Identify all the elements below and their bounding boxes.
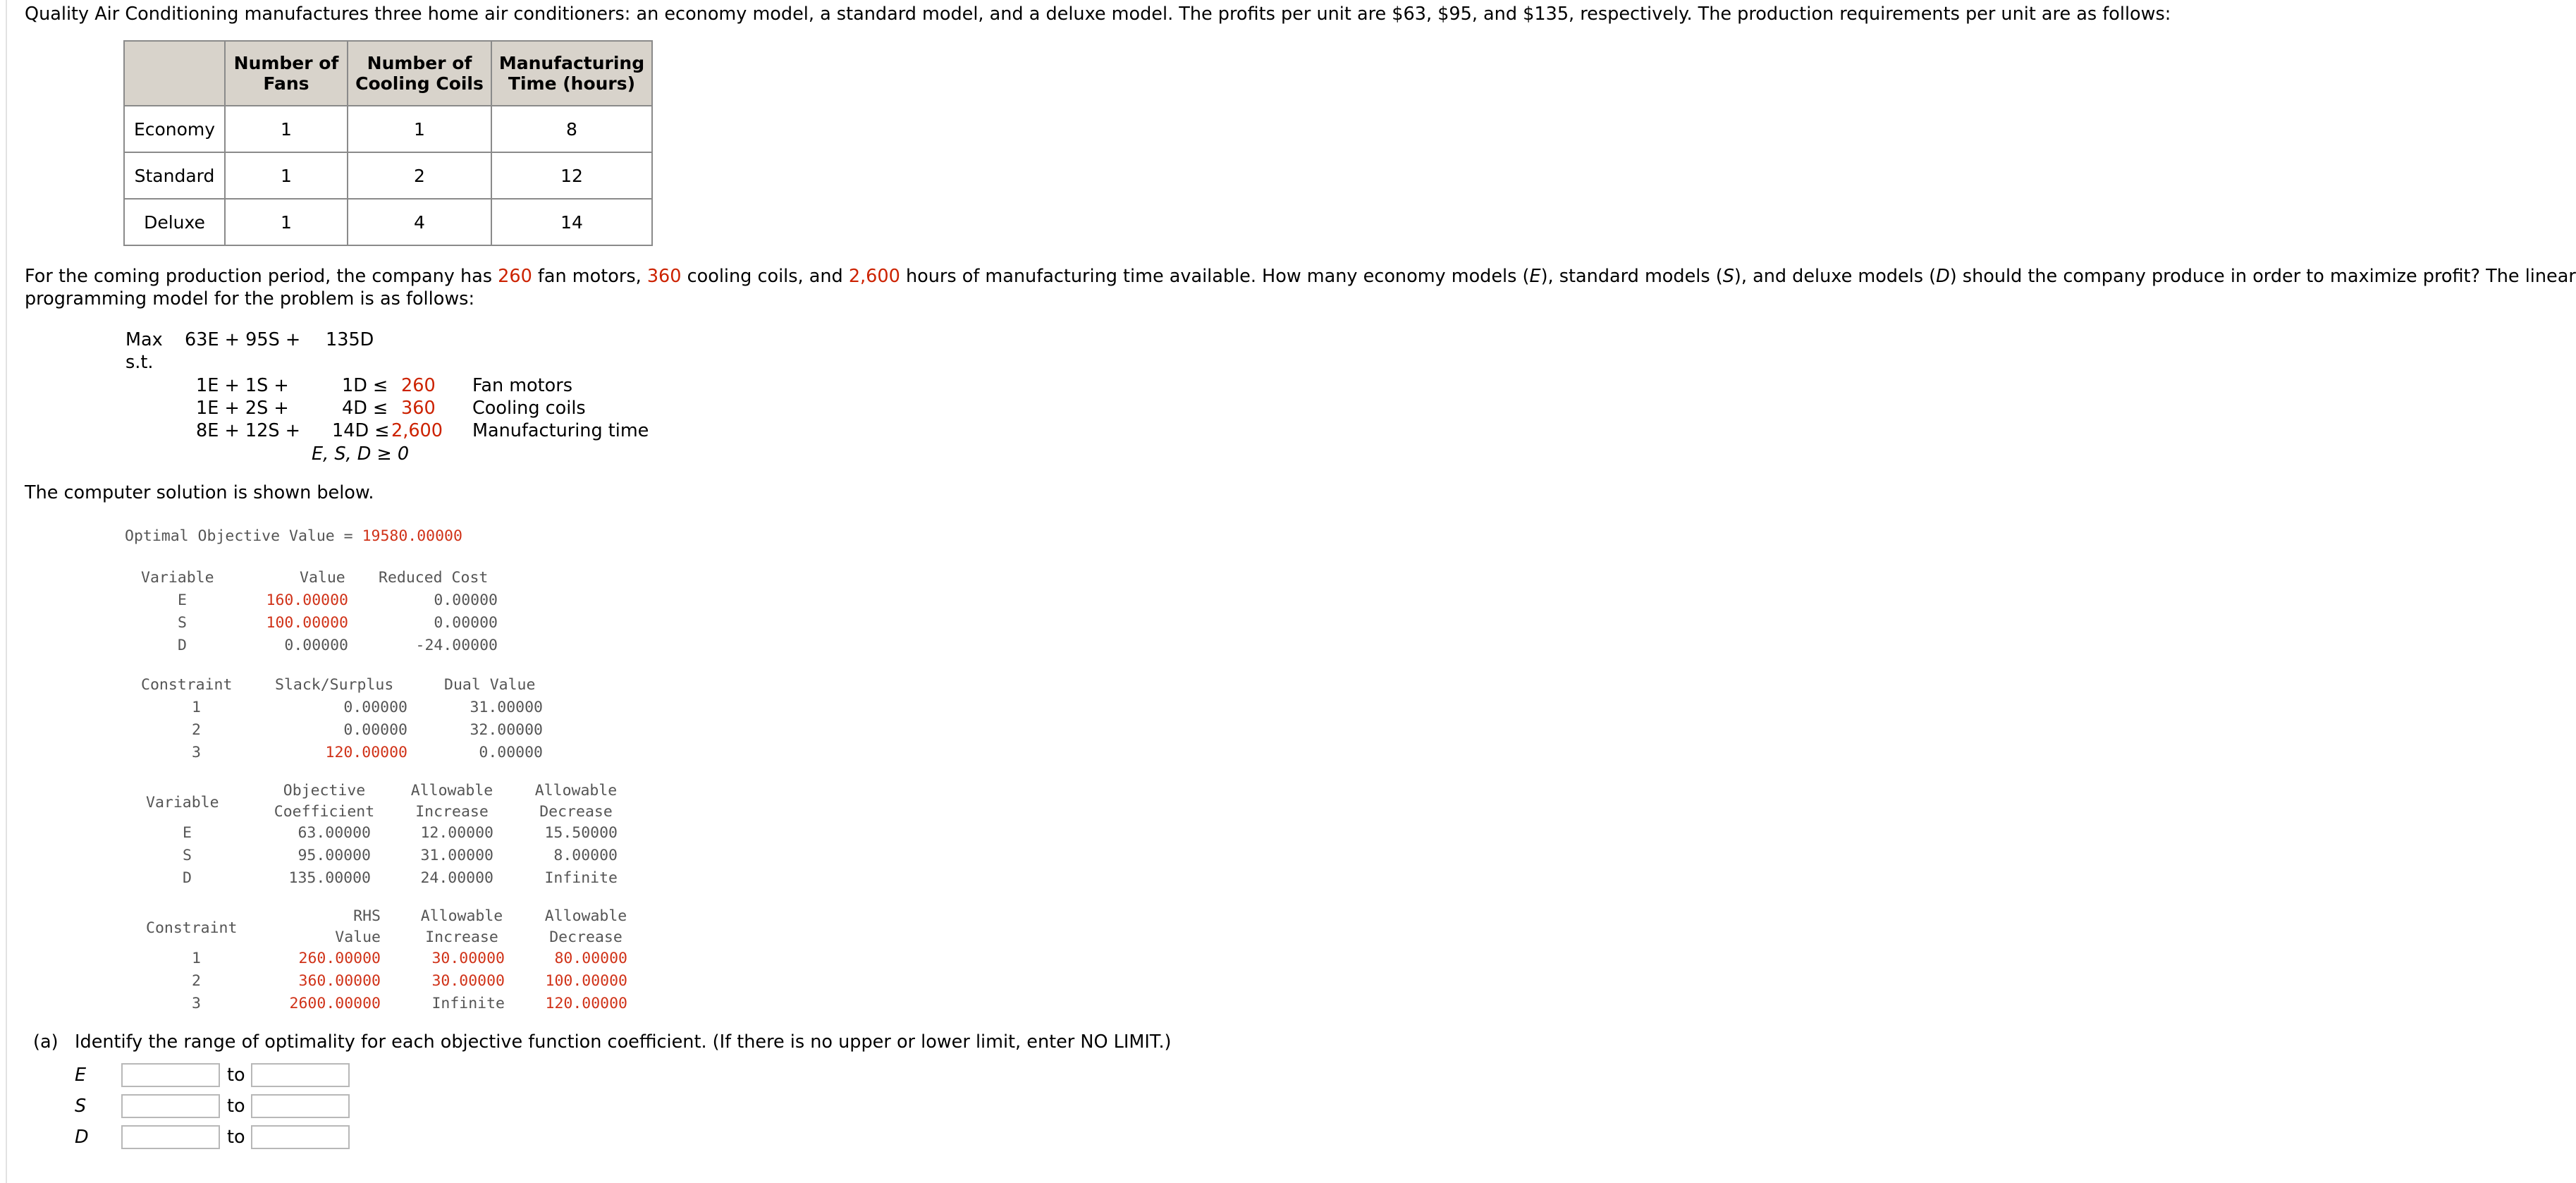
rhs-value: 360.00000 <box>298 972 381 990</box>
corner-cell <box>124 41 225 106</box>
cell: 8 <box>491 106 652 152</box>
st-label: s.t. <box>125 352 154 373</box>
cell: 1 <box>225 152 348 199</box>
answer-var-label: E <box>75 1065 87 1086</box>
cell: 1 <box>348 106 491 152</box>
rhs-header-dec: Allowable Decrease <box>544 907 627 946</box>
con-name: 2 <box>192 721 201 739</box>
constraint-rhs: 360 <box>401 398 436 419</box>
to-label: to <box>227 1065 245 1086</box>
to-label: to <box>227 1096 245 1117</box>
rhs-dec: 100.00000 <box>545 972 627 990</box>
cell: 2 <box>348 152 491 199</box>
optimal-objective: Optimal Objective Value = 19580.00000 <box>125 527 462 545</box>
rhs-value: 2600.00000 <box>289 995 381 1012</box>
constraint-lhs: 1E + 1S + <box>196 375 289 396</box>
requirements-table <box>123 40 653 246</box>
rhs-header-inc: Allowable Increase <box>420 907 503 946</box>
obj-inc: 31.00000 <box>420 847 493 864</box>
con-slack: 0.00000 <box>343 699 407 716</box>
question-a-text: Identify the range of optimality for each objective function coefficient. (If there is no upper or lower limit, enter NO LIMIT.) <box>75 1031 1172 1053</box>
con-dual: 0.00000 <box>479 744 543 761</box>
con-name: 3 <box>192 744 201 761</box>
var-value: 160.00000 <box>266 592 348 609</box>
constraint-term: 14D ≤ <box>332 420 390 441</box>
rhs-value: 260.00000 <box>298 950 381 967</box>
var-header-variable: Variable <box>141 569 214 587</box>
con-header-dual: Dual Value <box>444 676 536 694</box>
con-dual: 32.00000 <box>470 721 543 739</box>
row-label: Economy <box>124 106 225 152</box>
cell: 1 <box>225 106 348 152</box>
rhs-con: 2 <box>192 972 201 990</box>
table-row <box>124 199 652 245</box>
rhs-dec: 120.00000 <box>545 995 627 1012</box>
solution-intro: The computer solution is shown below. <box>25 482 374 503</box>
d-upper-input[interactable] <box>251 1125 350 1149</box>
intro-text: Quality Air Conditioning manufactures three home air conditioners: an economy model, a standard model, and a deluxe model. The profits per unit are $63, $95, and $135, respectively. The production requirements per unit are as follows: <box>25 4 2171 25</box>
obj-coef: 135.00000 <box>288 869 371 887</box>
var-reduced: 0.00000 <box>434 614 498 632</box>
e-lower-input[interactable] <box>121 1063 220 1087</box>
cell: 14 <box>491 199 652 245</box>
obj-dec: Infinite <box>544 869 618 887</box>
con-header-constraint: Constraint <box>141 676 233 694</box>
con-header-slack: Slack/Surplus <box>275 676 394 694</box>
var-name: E <box>178 592 187 609</box>
max-label: Max <box>125 329 163 350</box>
var-header-value: Value <box>300 569 345 587</box>
obj-var: S <box>183 847 192 864</box>
constraint-lhs: 1E + 2S + <box>196 398 289 419</box>
obj-inc: 12.00000 <box>420 824 493 842</box>
cell: 4 <box>348 199 491 245</box>
obj-var: D <box>183 869 192 887</box>
obj-dec: 15.50000 <box>544 824 618 842</box>
problem-paragraph-line2: programming model for the problem is as follows: <box>25 288 475 309</box>
problem-paragraph: For the coming production period, the company has 260 fan motors, 360 cooling coils, and 2,600 hours of manufacturing time available. How many economy models (E), standard models (S), and deluxe models (D) should the company produce in order to maximize profit? The linear <box>25 266 2576 287</box>
cell: 12 <box>491 152 652 199</box>
cell: 1 <box>225 199 348 245</box>
con-dual: 31.00000 <box>470 699 543 716</box>
con-name: 1 <box>192 699 201 716</box>
obj-coef: 95.00000 <box>298 847 371 864</box>
answer-var-label: D <box>75 1127 89 1148</box>
constraint-lhs: 8E + 12S + <box>196 420 301 441</box>
constraint-term: 4D ≤ <box>342 398 388 419</box>
var-value: 0.00000 <box>284 637 348 654</box>
obj-inc: 24.00000 <box>420 869 493 887</box>
table-header-row <box>124 41 652 106</box>
constraint-name: Cooling coils <box>472 398 586 419</box>
to-label: to <box>227 1127 245 1148</box>
con-slack: 0.00000 <box>343 721 407 739</box>
rhs-con: 1 <box>192 950 201 967</box>
s-lower-input[interactable] <box>121 1094 220 1118</box>
obj-coef: 63.00000 <box>298 824 371 842</box>
table-row <box>124 152 652 199</box>
rhs-con: 3 <box>192 995 201 1012</box>
var-name: D <box>178 637 187 654</box>
s-upper-input[interactable] <box>251 1094 350 1118</box>
var-reduced: -24.00000 <box>415 637 498 654</box>
rhs-inc: 30.00000 <box>431 950 505 967</box>
obj-header-inc: Allowable Increase <box>410 782 493 821</box>
obj-var: E <box>183 824 192 842</box>
obj-dec: 8.00000 <box>553 847 618 864</box>
constraint-term: 1D ≤ <box>342 375 388 396</box>
constraint-name: Manufacturing time <box>472 420 649 441</box>
con-slack: 120.00000 <box>325 744 407 761</box>
nonnegativity: E, S, D ≥ 0 <box>312 443 410 465</box>
question-a-label: (a) <box>33 1031 59 1053</box>
problem-page <box>6 0 2576 1183</box>
rhs-inc: 30.00000 <box>431 972 505 990</box>
objective-terms: 63E + 95S + <box>185 329 301 350</box>
rhs-dec: 80.00000 <box>554 950 627 967</box>
obj-header-variable: Variable <box>146 794 219 811</box>
d-lower-input[interactable] <box>121 1125 220 1149</box>
constraint-rhs: 2,600 <box>391 420 443 441</box>
constraint-rhs: 260 <box>401 375 436 396</box>
header-time: Manufacturing Time (hours) <box>491 41 652 106</box>
row-label: Deluxe <box>124 199 225 245</box>
header-coils: Number of Cooling Coils <box>348 41 491 106</box>
objective-last-term: 135D <box>326 329 374 350</box>
var-reduced: 0.00000 <box>434 592 498 609</box>
row-label: Standard <box>124 152 225 199</box>
var-name: S <box>178 614 187 632</box>
answer-var-label: S <box>75 1096 87 1117</box>
obj-header-coef: Objective Coefficient <box>274 782 375 821</box>
e-upper-input[interactable] <box>251 1063 350 1087</box>
rhs-header-value: RHS Value <box>335 907 381 946</box>
rhs-header-constraint: Constraint <box>146 919 238 937</box>
var-header-reduced: Reduced Cost <box>379 569 489 587</box>
header-fans: Number of Fans <box>225 41 348 106</box>
table-row <box>124 106 652 152</box>
obj-header-dec: Allowable Decrease <box>534 782 618 821</box>
constraint-name: Fan motors <box>472 375 573 396</box>
rhs-inc: Infinite <box>431 995 505 1012</box>
var-value: 100.00000 <box>266 614 348 632</box>
